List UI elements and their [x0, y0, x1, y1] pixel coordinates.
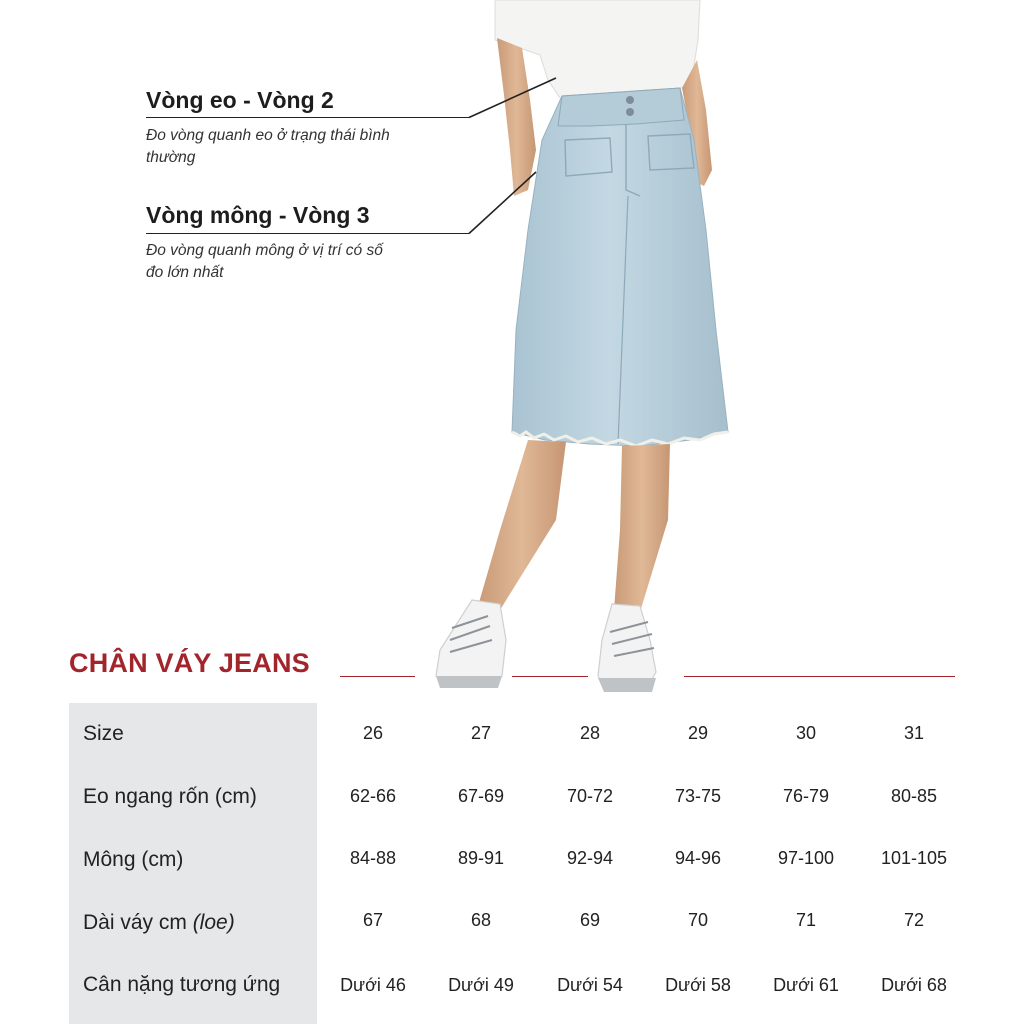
table-cell: 101-105: [880, 848, 948, 868]
table-cell: 89-91: [457, 848, 505, 868]
table-cell: 67: [362, 910, 384, 930]
table-cell: 72: [903, 910, 925, 930]
table-cell: 71: [795, 910, 817, 930]
table-cell: 68: [470, 910, 492, 930]
row-label-waist: Eo ngang rốn (cm): [83, 785, 257, 808]
table-cell: Dưới 54: [557, 975, 623, 995]
row-label-hip: Mông (cm): [83, 848, 184, 871]
table-cell: Dưới 46: [340, 975, 406, 995]
row-label-length: Dài váy cm (loe): [83, 911, 235, 934]
table-cell: 97-100: [777, 848, 835, 868]
hip-annotation-title: Vòng mông - Vòng 3: [146, 202, 370, 228]
table-cell: 94-96: [674, 848, 722, 868]
table-cell: 76-79: [782, 786, 830, 806]
table-cell: Dưới 61: [773, 975, 839, 995]
title-rule-3: [684, 676, 955, 677]
table-cell: 27: [470, 723, 492, 743]
table-cell: 70-72: [566, 786, 614, 806]
table-cell: 31: [903, 723, 925, 743]
table-cell: 28: [579, 723, 601, 743]
table-cell: 69: [579, 910, 601, 930]
table-cell: 92-94: [566, 848, 614, 868]
table-cell: 80-85: [890, 786, 938, 806]
hip-annotation-description: Đo vòng quanh mông ở vị trí có số đo lớn nhất: [146, 242, 383, 281]
table-cell: 29: [687, 723, 709, 743]
table-cell: 26: [362, 723, 384, 743]
row-label-size: Size: [83, 722, 124, 745]
sneakers: [436, 600, 656, 692]
hip-annotation-underline: [146, 233, 469, 234]
table-cell: 30: [795, 723, 817, 743]
title-rule-2: [512, 676, 588, 677]
waist-annotation-description: Đo vòng quanh eo ở trạng thái bình thường: [146, 127, 390, 166]
table-cell: 70: [687, 910, 709, 930]
table-cell: 62-66: [349, 786, 397, 806]
row-label-weight: Cân nặng tương ứng: [83, 973, 281, 996]
waist-annotation-underline: [146, 117, 469, 118]
table-cell: 73-75: [674, 786, 722, 806]
table-cell: Dưới 49: [448, 975, 514, 995]
table-cell: 84-88: [349, 848, 397, 868]
waist-annotation-title: Vòng eo - Vòng 2: [146, 87, 334, 113]
title-rule-1: [340, 676, 415, 677]
size-table-title: CHÂN VÁY JEANS: [69, 648, 310, 678]
table-cell: 67-69: [457, 786, 505, 806]
table-cell: Dưới 58: [665, 975, 731, 995]
table-cell: Dưới 68: [881, 975, 947, 995]
legs: [478, 440, 670, 612]
